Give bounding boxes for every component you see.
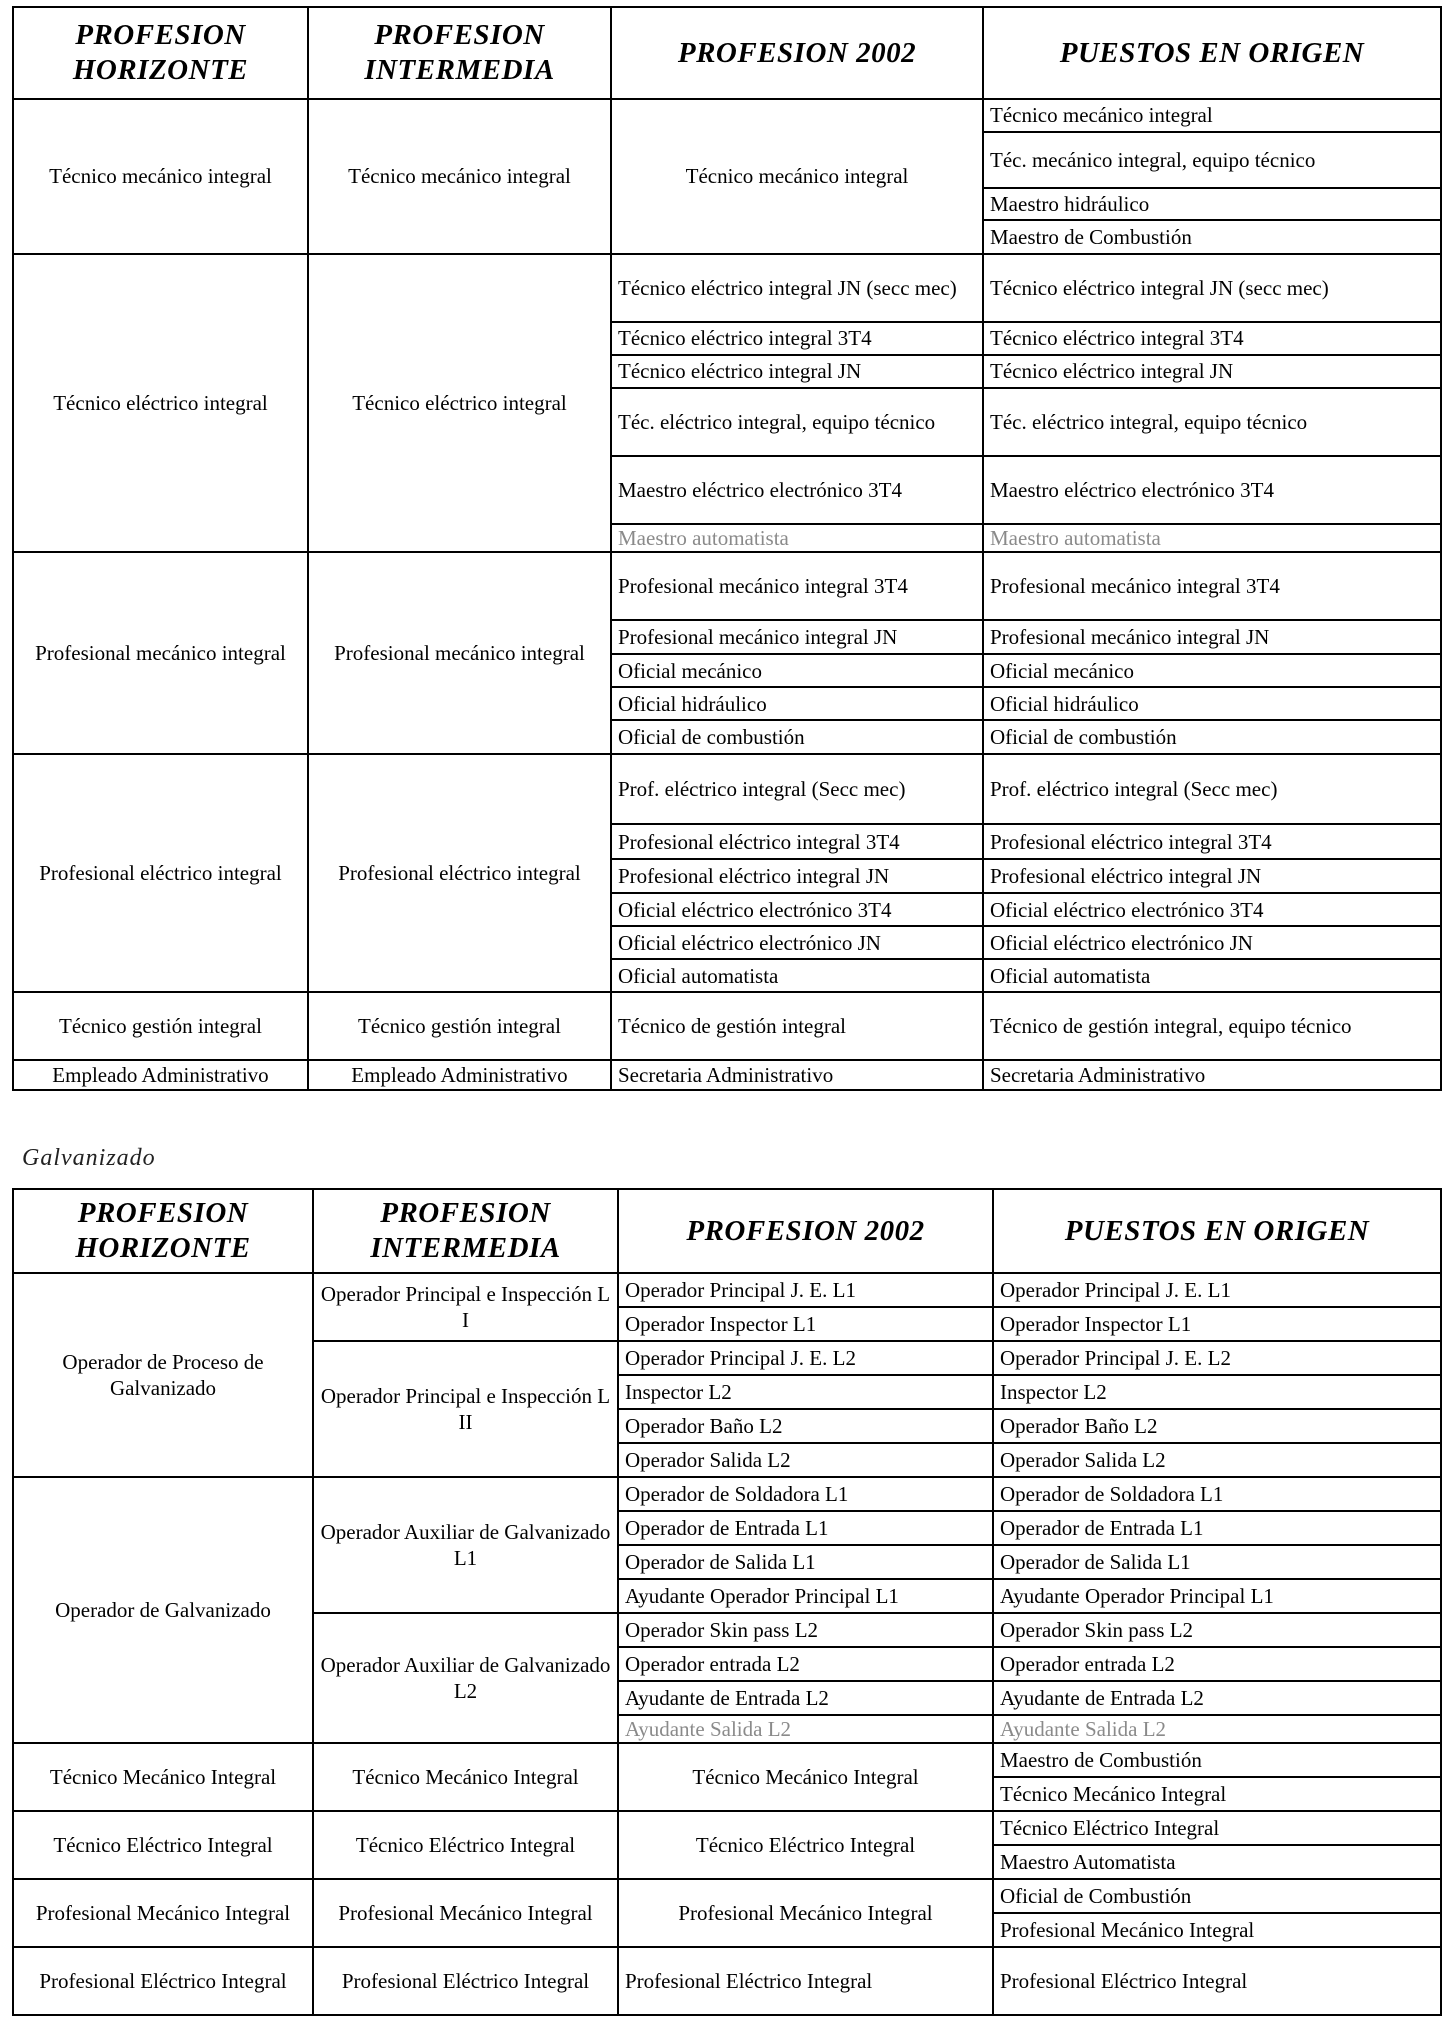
cell-profesion-2002: Profesional mecánico integral 3T4 [611, 552, 983, 620]
section-title: Galvanizado [22, 1145, 156, 1171]
cell-puesto-origen: Ayudante de Entrada L2 [993, 1681, 1441, 1715]
cell-puesto-origen: Ayudante Salida L2 [993, 1715, 1441, 1743]
cell-profesion-2002: Profesional eléctrico integral JN [611, 859, 983, 893]
cell-intermedia: Profesional Eléctrico Integral [313, 1947, 618, 2015]
cell-profesion-2002: Oficial eléctrico electrónico 3T4 [611, 893, 983, 926]
cell-intermedia: Técnico Mecánico Integral [313, 1743, 618, 1811]
cell-profesion-2002: Maestro automatista [611, 524, 983, 552]
cell-puesto-origen: Téc. mecánico integral, equipo técnico [983, 132, 1441, 188]
cell-puesto-origen: Operador Principal J. E. L2 [993, 1341, 1441, 1375]
cell-puesto-origen: Técnico eléctrico integral JN [983, 355, 1441, 388]
cell-horizonte: Técnico Mecánico Integral [13, 1743, 313, 1811]
cell-intermedia: Técnico Eléctrico Integral [313, 1811, 618, 1879]
cell-puesto-origen: Técnico eléctrico integral JN (secc mec) [983, 254, 1441, 322]
cell-profesion-2002: Técnico Mecánico Integral [618, 1743, 993, 1811]
cell-profesion-2002: Oficial eléctrico electrónico JN [611, 926, 983, 959]
cell-intermedia: Profesional mecánico integral [308, 552, 611, 754]
table-row [13, 1743, 1441, 1777]
cell-profesion-2002: Operador Skin pass L2 [618, 1613, 993, 1647]
cell-profesion-2002: Operador entrada L2 [618, 1647, 993, 1681]
cell-horizonte: Operador de Proceso de Galvanizado [13, 1273, 313, 1477]
cell-profesion-2002: Técnico de gestión integral [611, 992, 983, 1060]
cell-intermedia: Empleado Administrativo [308, 1060, 611, 1090]
cell-profesion-2002: Secretaria Administrativo [611, 1060, 983, 1090]
cell-horizonte: Operador de Galvanizado [13, 1477, 313, 1743]
cell-puesto-origen: Técnico de gestión integral, equipo técnico [983, 992, 1441, 1060]
cell-horizonte: Técnico gestión integral [13, 992, 308, 1060]
cell-intermedia: Técnico eléctrico integral [308, 254, 611, 552]
table-row [13, 1947, 1441, 2015]
cell-intermedia: Operador Principal e Inspección L I [313, 1273, 618, 1341]
cell-profesion-2002: Profesional mecánico integral JN [611, 620, 983, 654]
cell-profesion-2002: Inspector L2 [618, 1375, 993, 1409]
header-profesion-horizonte: PROFESION HORIZONTE [13, 1189, 313, 1273]
table-profesiones-galvanizado [12, 1188, 1442, 2016]
cell-intermedia: Operador Auxiliar de Galvanizado L1 [313, 1477, 618, 1613]
cell-puesto-origen: Operador entrada L2 [993, 1647, 1441, 1681]
cell-horizonte: Técnico Eléctrico Integral [13, 1811, 313, 1879]
cell-puesto-origen: Operador de Soldadora L1 [993, 1477, 1441, 1511]
cell-puesto-origen: Profesional eléctrico integral 3T4 [983, 824, 1441, 859]
cell-profesion-2002: Oficial automatista [611, 959, 983, 992]
cell-intermedia: Técnico mecánico integral [308, 99, 611, 254]
cell-puesto-origen: Téc. eléctrico integral, equipo técnico [983, 388, 1441, 456]
cell-puesto-origen: Maestro de Combustión [983, 220, 1441, 254]
table-row [13, 254, 1441, 322]
cell-puesto-origen: Oficial mecánico [983, 654, 1441, 687]
cell-profesion-2002: Técnico eléctrico integral 3T4 [611, 322, 983, 355]
cell-horizonte: Profesional Mecánico Integral [13, 1879, 313, 1947]
cell-puesto-origen: Técnico Mecánico Integral [993, 1777, 1441, 1811]
header-profesion-2002: PROFESION 2002 [611, 7, 983, 99]
cell-puesto-origen: Oficial eléctrico electrónico JN [983, 926, 1441, 959]
cell-profesion-2002: Profesional Eléctrico Integral [618, 1947, 993, 2015]
cell-profesion-2002: Técnico eléctrico integral JN [611, 355, 983, 388]
cell-profesion-2002: Operador Salida L2 [618, 1443, 993, 1477]
table-row [13, 1811, 1441, 1845]
table-row [13, 1060, 1441, 1090]
cell-profesion-2002: Ayudante de Entrada L2 [618, 1681, 993, 1715]
cell-puesto-origen: Profesional mecánico integral JN [983, 620, 1441, 654]
cell-puesto-origen: Profesional eléctrico integral JN [983, 859, 1441, 893]
cell-profesion-2002: Téc. eléctrico integral, equipo técnico [611, 388, 983, 456]
cell-profesion-2002: Operador de Salida L1 [618, 1545, 993, 1579]
cell-profesion-2002: Técnico Eléctrico Integral [618, 1811, 993, 1879]
cell-profesion-2002: Operador Principal J. E. L1 [618, 1273, 993, 1307]
table-row [13, 1477, 1441, 1511]
cell-puesto-origen: Maestro hidráulico [983, 188, 1441, 220]
cell-horizonte: Profesional eléctrico integral [13, 754, 308, 992]
table-row [13, 992, 1441, 1060]
header-profesion-horizonte: PROFESION HORIZONTE [13, 7, 308, 99]
cell-puesto-origen: Maestro de Combustión [993, 1743, 1441, 1777]
table-row [13, 1879, 1441, 1913]
cell-puesto-origen: Secretaria Administrativo [983, 1060, 1441, 1090]
header-profesion-2002: PROFESION 2002 [618, 1189, 993, 1273]
cell-horizonte: Profesional Eléctrico Integral [13, 1947, 313, 2015]
cell-profesion-2002: Ayudante Salida L2 [618, 1715, 993, 1743]
cell-profesion-2002: Técnico eléctrico integral JN (secc mec) [611, 254, 983, 322]
cell-profesion-2002: Profesional eléctrico integral 3T4 [611, 824, 983, 859]
cell-puesto-origen: Operador de Entrada L1 [993, 1511, 1441, 1545]
cell-puesto-origen: Operador de Salida L1 [993, 1545, 1441, 1579]
table-header-row [13, 7, 1441, 99]
cell-puesto-origen: Inspector L2 [993, 1375, 1441, 1409]
cell-puesto-origen: Operador Salida L2 [993, 1443, 1441, 1477]
cell-puesto-origen: Ayudante Operador Principal L1 [993, 1579, 1441, 1613]
table-row [13, 754, 1441, 824]
cell-puesto-origen: Operador Principal J. E. L1 [993, 1273, 1441, 1307]
header-puestos-en-origen: PUESTOS EN ORIGEN [993, 1189, 1441, 1273]
cell-horizonte: Técnico eléctrico integral [13, 254, 308, 552]
cell-intermedia: Operador Auxiliar de Galvanizado L2 [313, 1613, 618, 1743]
cell-horizonte: Empleado Administrativo [13, 1060, 308, 1090]
cell-puesto-origen: Técnico mecánico integral [983, 99, 1441, 132]
cell-profesion-2002: Operador Principal J. E. L2 [618, 1341, 993, 1375]
cell-profesion-2002: Oficial mecánico [611, 654, 983, 687]
table-profesiones-1 [12, 6, 1442, 1091]
cell-puesto-origen: Técnico Eléctrico Integral [993, 1811, 1441, 1845]
cell-puesto-origen: Profesional Eléctrico Integral [993, 1947, 1441, 2015]
cell-intermedia: Profesional eléctrico integral [308, 754, 611, 992]
cell-profesion-2002: Oficial hidráulico [611, 687, 983, 720]
cell-puesto-origen: Prof. eléctrico integral (Secc mec) [983, 754, 1441, 824]
header-profesion-intermedia: PROFESION INTERMEDIA [313, 1189, 618, 1273]
cell-puesto-origen: Maestro eléctrico electrónico 3T4 [983, 456, 1441, 524]
cell-profesion-2002: Oficial de combustión [611, 720, 983, 754]
cell-intermedia: Operador Principal e Inspección L II [313, 1341, 618, 1477]
cell-horizonte: Profesional mecánico integral [13, 552, 308, 754]
cell-puesto-origen: Maestro Automatista [993, 1845, 1441, 1879]
cell-intermedia: Profesional Mecánico Integral [313, 1879, 618, 1947]
cell-profesion-2002: Operador de Soldadora L1 [618, 1477, 993, 1511]
cell-profesion-2002: Operador de Entrada L1 [618, 1511, 993, 1545]
cell-puesto-origen: Oficial eléctrico electrónico 3T4 [983, 893, 1441, 926]
cell-puesto-origen: Oficial de combustión [983, 720, 1441, 754]
cell-profesion-2002: Prof. eléctrico integral (Secc mec) [611, 754, 983, 824]
cell-profesion-2002: Operador Inspector L1 [618, 1307, 993, 1341]
header-profesion-intermedia: PROFESION INTERMEDIA [308, 7, 611, 99]
cell-profesion-2002: Técnico mecánico integral [611, 99, 983, 254]
table-row [13, 552, 1441, 620]
cell-puesto-origen: Profesional mecánico integral 3T4 [983, 552, 1441, 620]
cell-profesion-2002: Ayudante Operador Principal L1 [618, 1579, 993, 1613]
cell-puesto-origen: Operador Baño L2 [993, 1409, 1441, 1443]
cell-horizonte: Técnico mecánico integral [13, 99, 308, 254]
header-puestos-en-origen: PUESTOS EN ORIGEN [983, 7, 1441, 99]
cell-intermedia: Técnico gestión integral [308, 992, 611, 1060]
cell-puesto-origen: Oficial automatista [983, 959, 1441, 992]
cell-profesion-2002: Profesional Mecánico Integral [618, 1879, 993, 1947]
table-row [13, 1273, 1441, 1307]
cell-profesion-2002: Maestro eléctrico electrónico 3T4 [611, 456, 983, 524]
table-header-row [13, 1189, 1441, 1273]
cell-puesto-origen: Operador Inspector L1 [993, 1307, 1441, 1341]
cell-profesion-2002: Operador Baño L2 [618, 1409, 993, 1443]
cell-puesto-origen: Maestro automatista [983, 524, 1441, 552]
cell-puesto-origen: Oficial hidráulico [983, 687, 1441, 720]
cell-puesto-origen: Profesional Mecánico Integral [993, 1913, 1441, 1947]
cell-puesto-origen: Técnico eléctrico integral 3T4 [983, 322, 1441, 355]
cell-puesto-origen: Oficial de Combustión [993, 1879, 1441, 1913]
table-row [13, 99, 1441, 132]
cell-puesto-origen: Operador Skin pass L2 [993, 1613, 1441, 1647]
